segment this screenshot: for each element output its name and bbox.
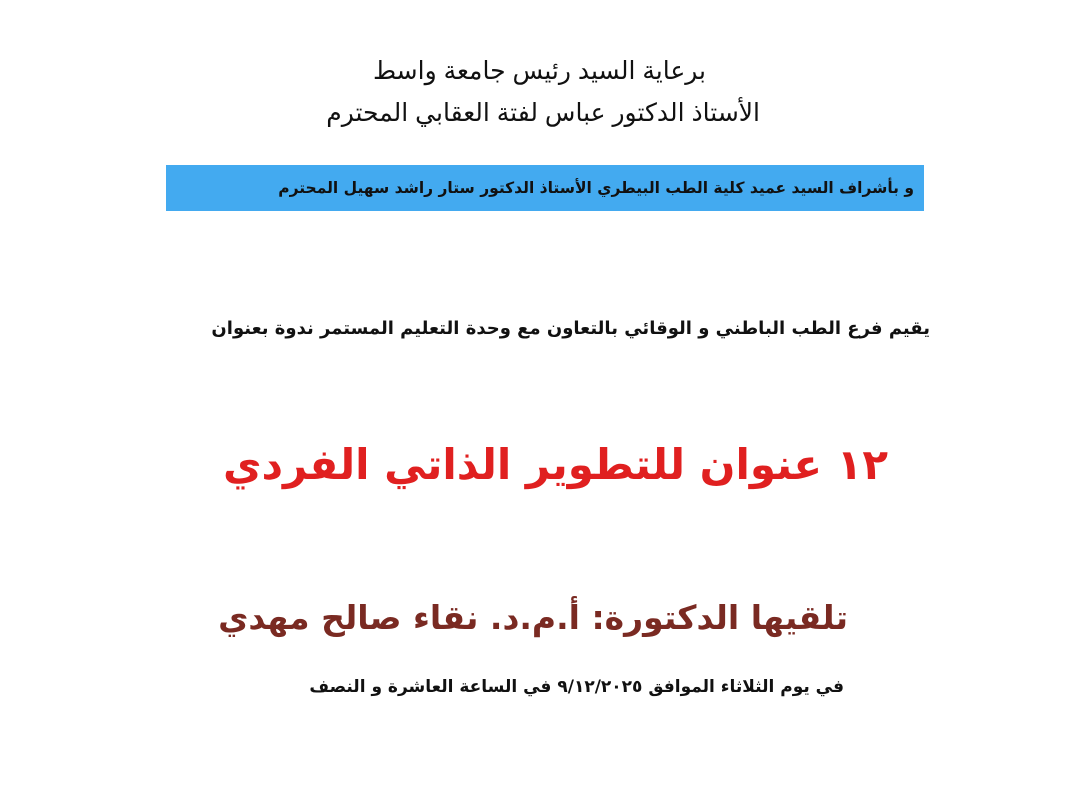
speaker-line: تلقيها الدكتورة: أ.م.د. نقاء صالح مهدي [218, 598, 848, 637]
sponsorship-line-2: الأستاذ الدكتور عباس لفتة العقابي المحترم [326, 99, 760, 127]
intro-text: يقيم فرع الطب الباطني و الوقائي بالتعاون مع وحدة التعليم المستمر ندوة بعنوان [211, 318, 930, 339]
schedule-line: في يوم الثلاثاء الموافق ٩/١٢/٢٠٢٥ في الساعة العاشرة و النصف [309, 677, 844, 697]
event-title: ١٢ عنوان للتطوير الذاتي الفردي [222, 440, 888, 489]
supervision-text: و بأشراف السيد عميد كلية الطب البيطري الأستاذ الدكتور ستار راشد سهيل المحترم [278, 179, 914, 197]
sponsorship-line-1: برعاية السيد رئيس جامعة واسط [372, 57, 706, 85]
supervision-banner [166, 165, 924, 211]
